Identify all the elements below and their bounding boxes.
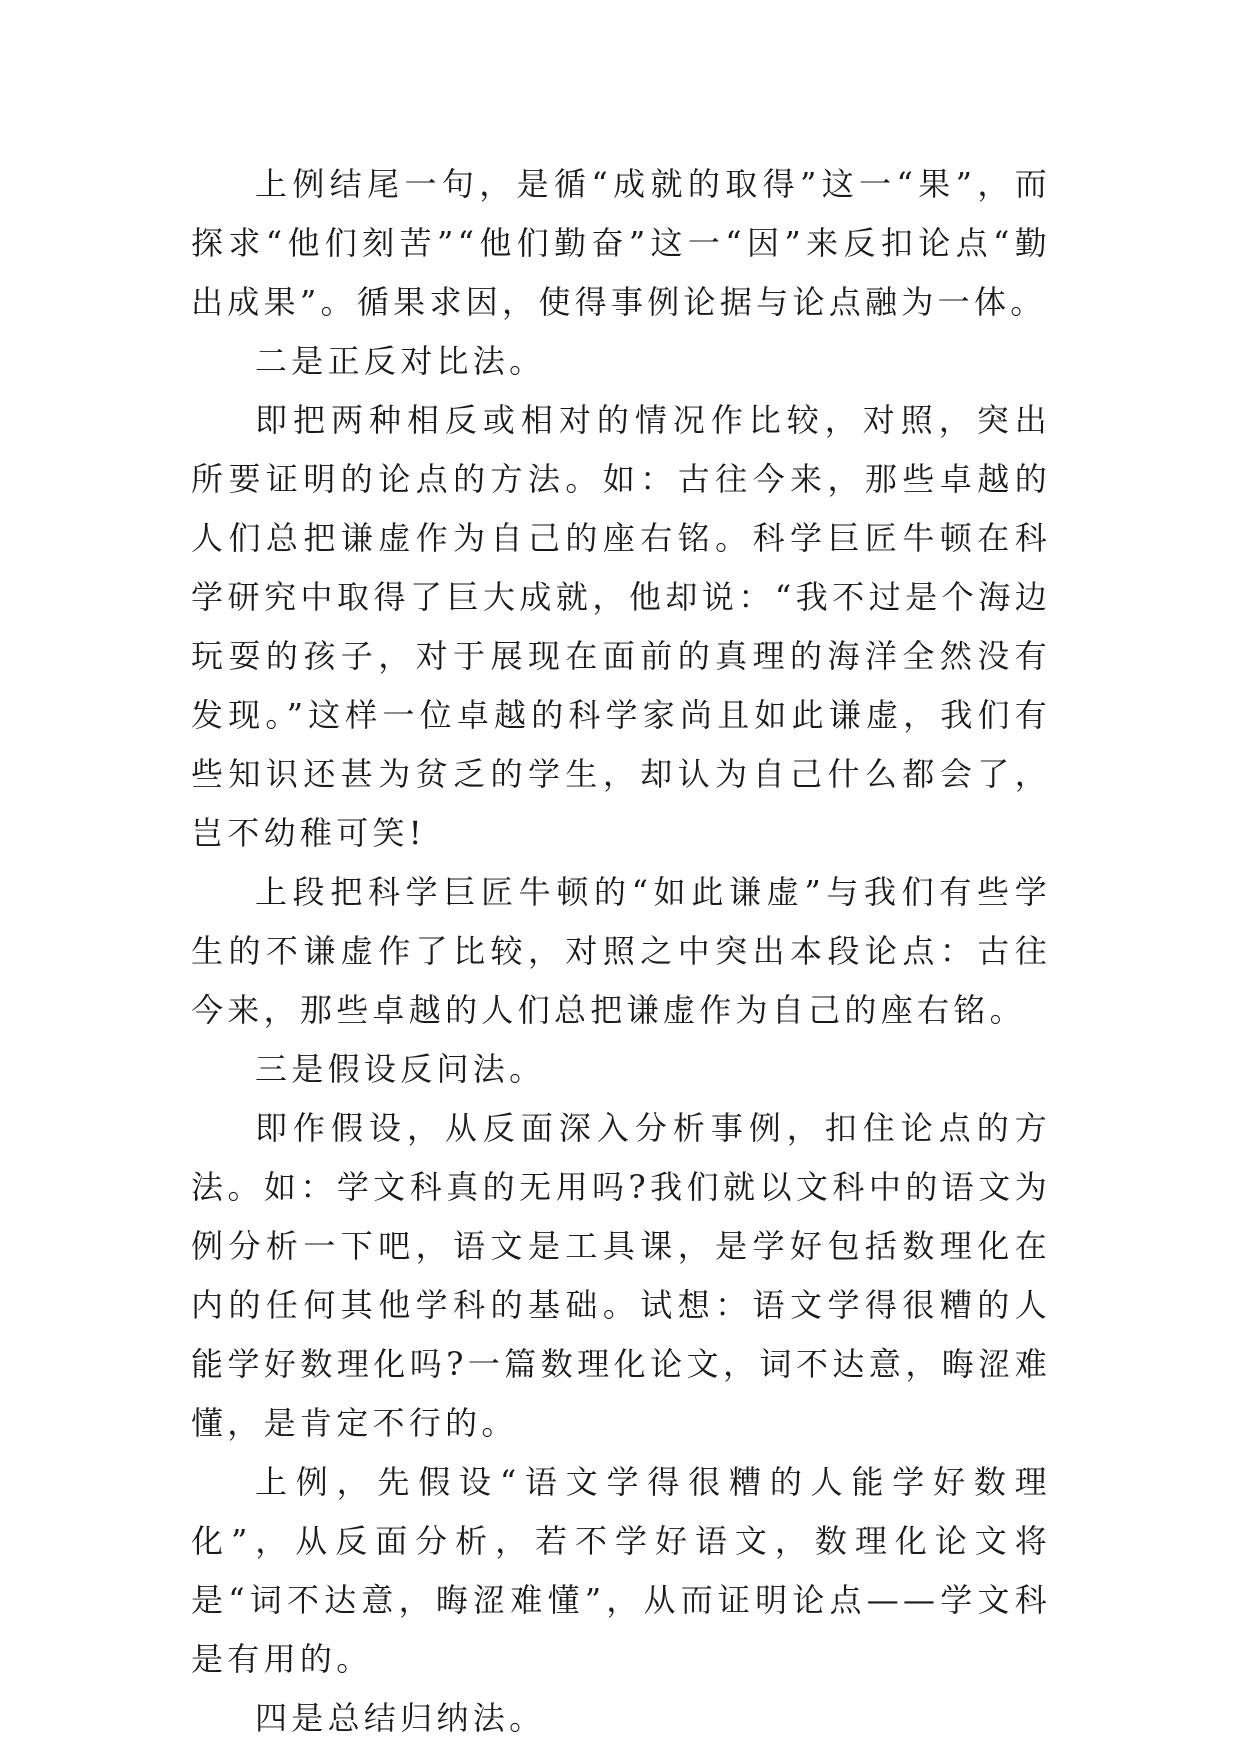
- paragraph-8-heading: 四是总结归纳法。: [255, 1699, 546, 1737]
- paragraph-2-heading: 二是正反对比法。: [255, 342, 546, 380]
- paragraph-1: 上例结尾一句，是循“成就的取得”这一“果”，而探求“他们刻苦”“他们勤奋”这一“因”来反扣论点“勤出成果”。循果求因，使得事例论据与论点融为一体。: [191, 165, 1051, 321]
- paragraph-7: 上例，先假设“语文学得很糟的人能学好数理化”，从反面分析，若不学好语文，数理化论文将是“词不达意，晦涩难懂”，从而证明论点——学文科是有用的。: [191, 1463, 1051, 1678]
- document-body: [191, 155, 1051, 1748]
- paragraph-6: 即作假设，从反面深入分析事例，扣住论点的方法。如：学文科真的无用吗?我们就以文科中的语文为例分析一下吧，语文是工具课，是学好包括数理化在内的任何其他学科的基础。试想：语文学得很糟的人能学好数理化吗?一篇数理化论文，词不达意，晦涩难懂，是肯定不行的。: [191, 1109, 1051, 1442]
- paragraph-3: 即把两种相反或相对的情况作比较，对照，突出所要证明的论点的方法。如：古往今来，那些卓越的人们总把谦虚作为自己的座右铭。科学巨匠牛顿在科学研究中取得了巨大成就，他却说：“我不过是个海边玩耍的孩子，对于展现在面前的真理的海洋全然没有发现。”这样一位卓越的科学家尚且如此谦虚，我们有些知识还甚为贫乏的学生，却认为自己什么都会了，岂不幼稚可笑!: [191, 401, 1051, 852]
- paragraph-5-heading: 三是假设反问法。: [255, 1050, 546, 1088]
- paragraph-4: 上段把科学巨匠牛顿的“如此谦虚”与我们有些学生的不谦虚作了比较，对照之中突出本段论点：古往今来，那些卓越的人们总把谦虚作为自己的座右铭。: [191, 873, 1051, 1029]
